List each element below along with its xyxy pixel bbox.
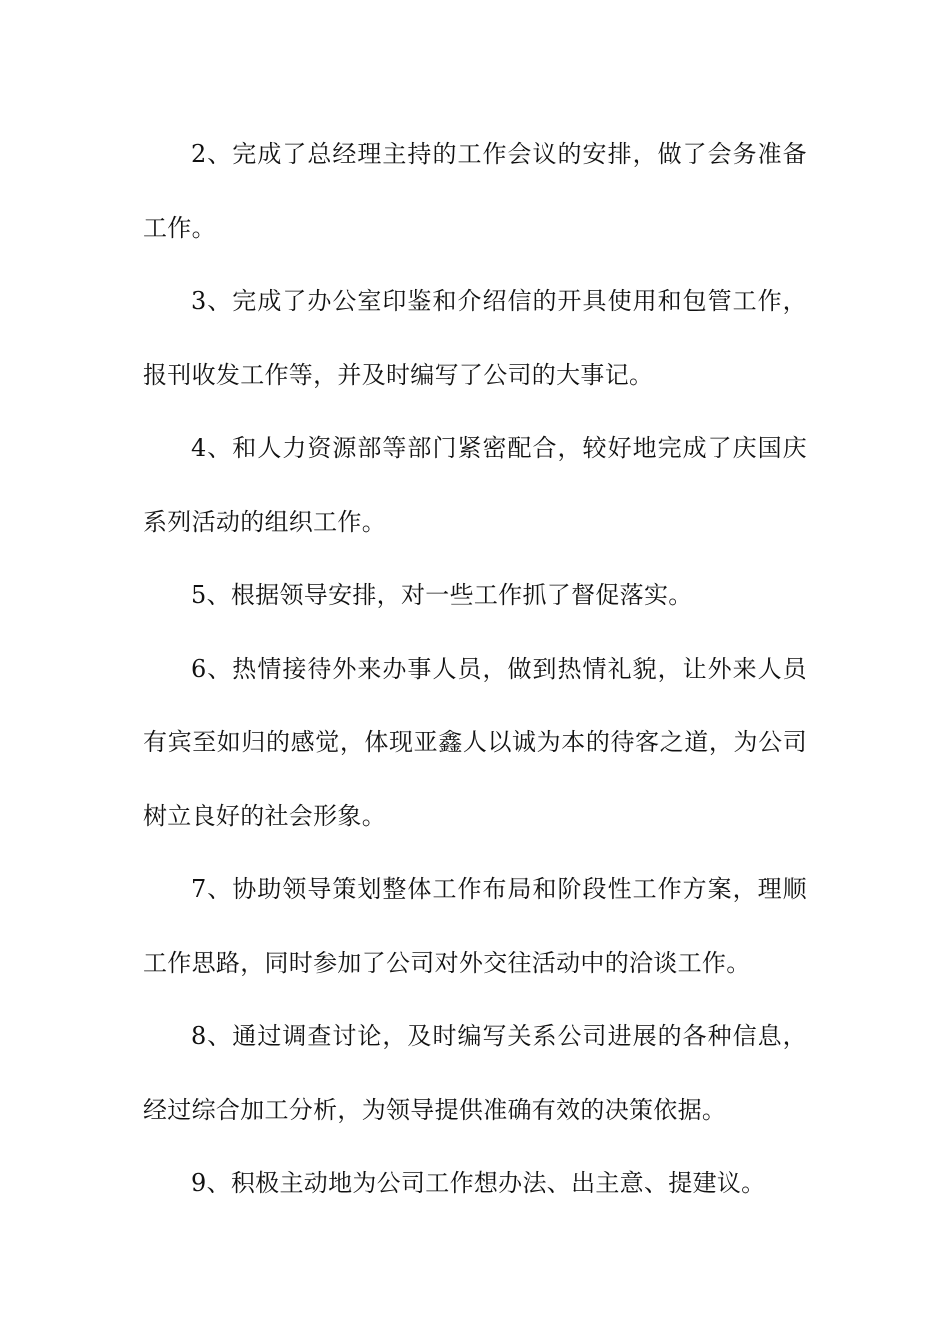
paragraph-item-4: 4、和人力资源部等部门紧密配合，较好地完成了庆国庆系列活动的组织工作。	[143, 434, 807, 536]
paragraph-item-3: 3、完成了办公室印鉴和介绍信的开具使用和包管工作，报刊收发工作等，并及时编写了公司的大事记。	[143, 287, 807, 389]
paragraph-item-8: 8、通过调查讨论，及时编写关系公司进展的各种信息，经过综合加工分析，为领导提供准确有效的决策依据。	[143, 1022, 807, 1124]
paragraph-item-2: 2、完成了总经理主持的工作会议的安排，做了会务准备工作。	[143, 140, 807, 242]
document-body	[143, 118, 807, 1221]
paragraph-item-7: 7、协助领导策划整体工作布局和阶段性工作方案，理顺工作思路，同时参加了公司对外交往活动中的洽谈工作。	[143, 875, 807, 977]
paragraph-item-5: 5、根据领导安排，对一些工作抓了督促落实。	[191, 581, 693, 609]
paragraph-item-6: 6、热情接待外来办事人员，做到热情礼貌，让外来人员有宾至如归的感觉，体现亚鑫人以诚为本的待客之道，为公司树立良好的社会形象。	[143, 654, 807, 830]
paragraph-item-9: 9、积极主动地为公司工作想办法、出主意、提建议。	[191, 1169, 766, 1197]
